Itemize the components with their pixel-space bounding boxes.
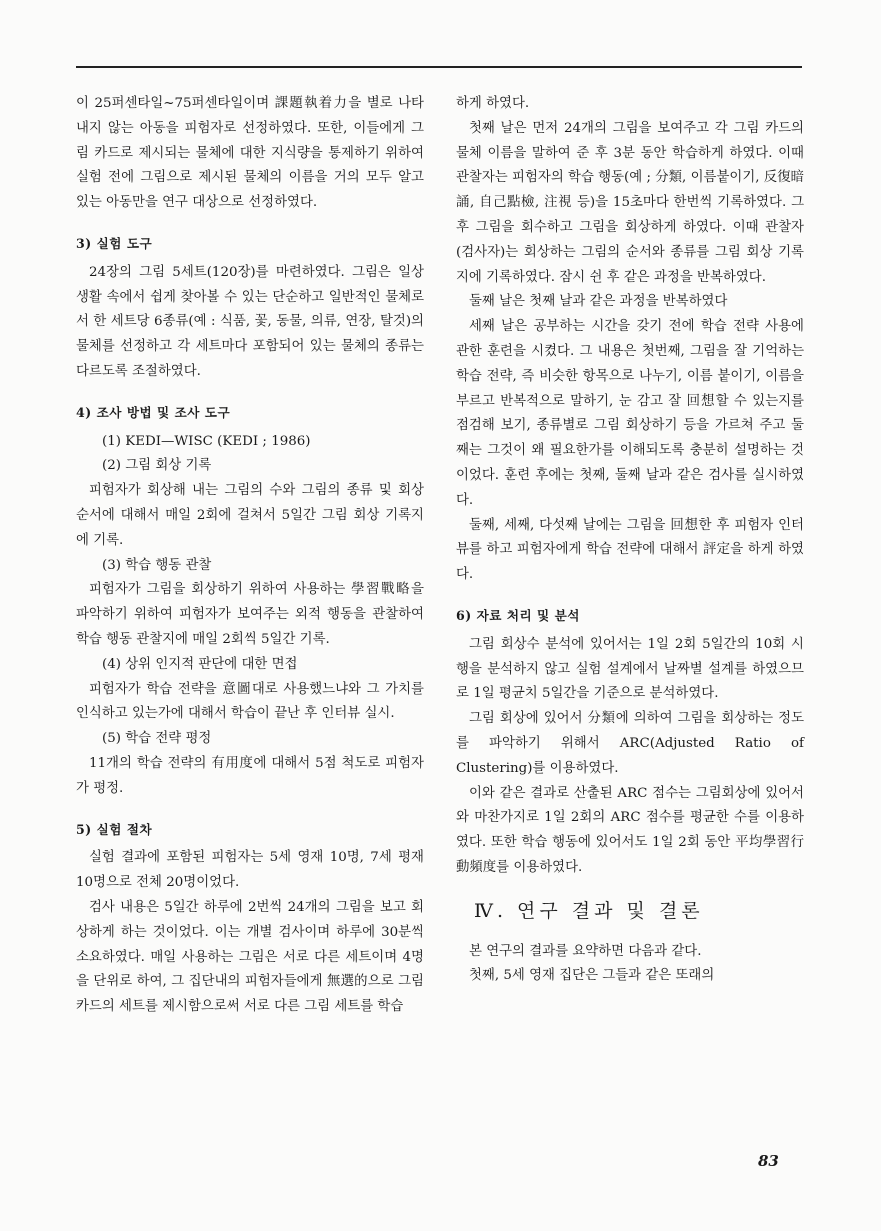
day1-paragraph: 첫째 날은 먼저 24개의 그림을 보여주고 각 그림 카드의 물체 이름을 말하여 준 후 3분 동안 학습하게 하였다. 이때 관찰자는 피험자의 학습 행동(예 ; 分類, 이름붙이기, 反復暗誦, 自己點檢, 注視 등)을 15초마다 한번씩 기록하였다. 그 후 그림을 회수하고 그림을 회상하게 하였다. 이때 관찰자(검사자)는 회상하는 그림의 순서와 종류를 그림 회상 기록지에 기록하였다. 잠시 쉰 후 같은 과정을 반복하였다. <box>456 120 804 285</box>
top-rule <box>76 66 802 68</box>
continuation-line: 하게 하였다. <box>456 96 530 111</box>
analysis-paragraph-3: 이와 같은 결과로 산출된 ARC 점수는 그림회상에 있어서와 마찬가지로 1일 2회의 ARC 점수를 평균한 수를 이용하였다. 또한 학습 행동에 있어서도 1일 2회 동안 平均學習行動頻度를 이용하였다. <box>456 785 804 875</box>
section-heading-instruments: 3) 실험 도구 <box>76 235 153 251</box>
analysis-paragraph-1: 그림 회상수 분석에 있어서는 1일 2회 5일간의 10회 시행을 분석하지 않고 실험 설계에서 날짜별 설계를 하였으므로 1일 평균치 5일간을 기준으로 분석하였다. <box>456 636 804 702</box>
procedure-paragraph-2: 검사 내용은 5일간 하루에 2번씩 24개의 그림을 보고 회상하게 하는 것이었다. 이는 개별 검사이며 하루에 30분씩 소요하였다. 매일 사용하는 그림은 서로 다른 세트이며 4명을 단위로 하여, 그 집단내의 피험자들에게 無選的으로 그림카드의 세트를 제시함으로써 서로 다른 그림 세트를 학습 <box>76 899 424 1015</box>
section-heading-analysis: 6) 자료 처리 및 분석 <box>456 607 580 623</box>
chapter-heading: Ⅳ. 연구 결과 및 결론 <box>474 899 704 922</box>
analysis-paragraph-2: 그림 회상에 있어서 分類에 의하여 그림을 회상하는 정도를 파악하기 위해서 ARC(Adjusted Ratio of Clustering)를 이용하였다. <box>456 711 804 776</box>
day3-paragraph: 세째 날은 공부하는 시간을 갖기 전에 학습 전략 사용에 관한 훈련을 시켰다. 그 내용은 첫번째, 그림을 잘 기억하는 학습 전략, 즉 비슷한 항목으로 나누기, 이름 붙이기, 이름을 부르고 반복적으로 말하기, 눈 감고 잘 回想할 수 있는지를 점검해 보기, 종류별로 그림 회상하기 등을 가르쳐 주고 둘째는 그것이 왜 필요한가를 이해되도록 충분히 설명하는 것이었다. 훈련 후에는 첫째, 둘째 날과 같은 검사를 실시하였다. <box>456 319 804 508</box>
right-column <box>456 92 804 989</box>
method-item-2-body: 피험자가 회상해 내는 그림의 수와 그림의 종류 및 회상 순서에 대해서 매일 2회에 걸쳐서 5일간 그림 회상 기록지에 기록. <box>76 483 424 548</box>
method-item-1: (1) KEDI—WISC (KEDI ; 1986) <box>102 433 311 449</box>
instruments-paragraph: 24장의 그림 5세트(120장)를 마련하였다. 그림은 일상 생활 속에서 쉽게 찾아볼 수 있는 단순하고 일반적인 물체로서 한 세트당 6종류(예 : 식품, 꽃, 동물, 의류, 연장, 탈것)의 물체를 선정하고 각 세트마다 포함되어 있는 물체의 종류는 다르도록 조절하였다. <box>76 264 424 379</box>
method-item-4: (4) 상위 인지적 판단에 대한 면접 <box>102 656 298 672</box>
section-heading-methods: 4) 조사 방법 및 조사 도구 <box>76 404 231 420</box>
results-paragraph-1: 본 연구의 결과를 요약하면 다음과 같다. <box>469 943 702 959</box>
method-item-5-body: 11개의 학습 전략의 有用度에 대해서 5점 척도로 피험자가 평정. <box>76 755 424 796</box>
method-item-2: (2) 그림 회상 기록 <box>102 458 212 474</box>
method-item-5: (5) 학습 전략 평정 <box>102 731 212 747</box>
left-column <box>76 92 424 1020</box>
page-number: 83 <box>758 1152 779 1170</box>
section-heading-procedure: 5) 실험 절차 <box>76 821 153 837</box>
method-item-4-body: 피험자가 학습 전략을 意圖대로 사용했느냐와 그 가치를 인식하고 있는가에 대해서 학습이 끝난 후 인터뷰 실시. <box>76 681 424 722</box>
results-paragraph-2: 첫째, 5세 영재 집단은 그들과 같은 또래의 <box>469 968 715 984</box>
method-item-3: (3) 학습 행동 관찰 <box>102 557 212 573</box>
intro-paragraph: 이 25퍼센타일~75퍼센타일이며 課題執着力을 별로 나타내지 않는 아동을 피험자로 선정하였다. 또한, 이들에게 그림 카드로 제시되는 물체에 대한 지식량을 통제하기 위하여 실험 전에 그림으로 제시된 물체의 이름을 거의 모두 알고 있는 아동만을 연구 대상으로 선정하였다. <box>76 96 424 211</box>
day2-paragraph: 둘째 날은 첫째 날과 같은 과정을 반복하였다 <box>469 294 728 310</box>
day45-paragraph: 둘째, 세째, 다섯째 날에는 그림을 回想한 후 피험자 인터뷰를 하고 피험자에게 학습 전략에 대해서 評定을 하게 하였다. <box>456 517 804 583</box>
procedure-paragraph-1: 실험 결과에 포함된 피험자는 5세 영재 10명, 7세 평재 10명으로 전체 20명이었다. <box>76 850 424 891</box>
method-item-3-body: 피험자가 그림을 회상하기 위하여 사용하는 學習戰略을 파악하기 위하여 피험자가 보여주는 외적 행동을 관찰하여 학습 행동 관찰지에 매일 2회씩 5일간 기록. <box>76 582 424 647</box>
